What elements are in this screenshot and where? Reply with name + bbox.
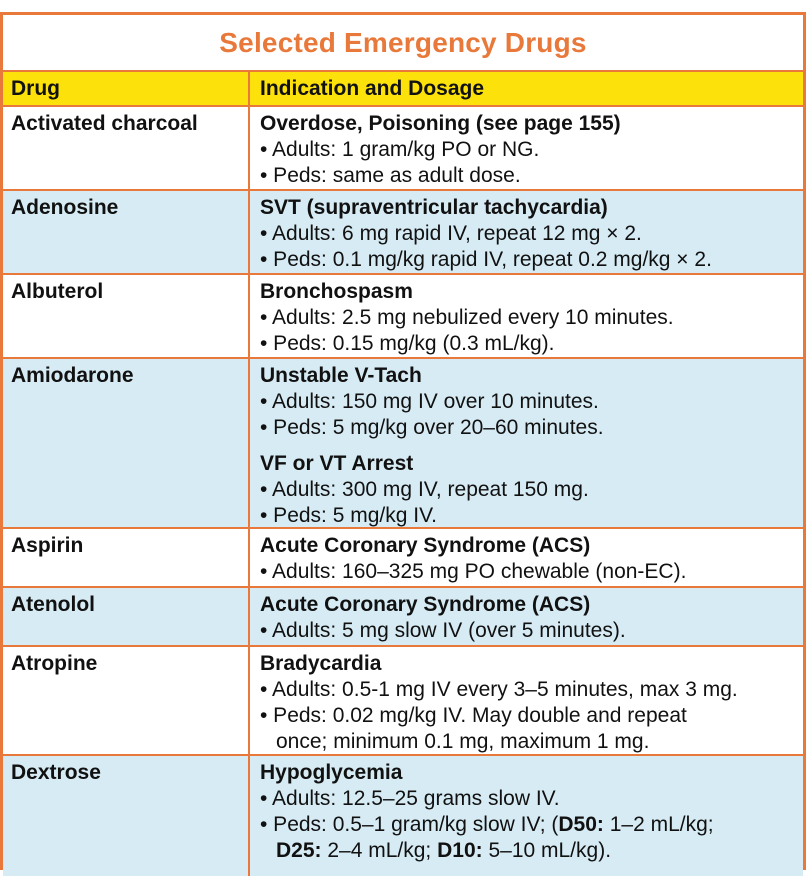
- indication-cell: [250, 191, 803, 273]
- drug-name: Activated charcoal: [3, 107, 250, 189]
- drug-name: Albuterol: [3, 275, 250, 357]
- table-row: [3, 529, 803, 588]
- dosage-line: • Adults: 160–325 mg PO chewable (non-EC).: [260, 560, 687, 583]
- drug-name: Dextrose: [3, 756, 250, 876]
- table-row: [3, 756, 803, 876]
- indication-name: Acute Coronary Syndrome (ACS): [260, 593, 591, 616]
- drug-name: Atenolol: [3, 588, 250, 645]
- drug-name: Adenosine: [3, 191, 250, 273]
- dosage-line: • Adults: 12.5–25 grams slow IV.: [260, 787, 560, 810]
- table-row: [3, 275, 803, 359]
- dosage-line: • Adults: 300 mg IV, repeat 150 mg.: [260, 478, 589, 501]
- dosage-text: 2–4 mL/kg;: [321, 839, 438, 862]
- dosage-line: • Peds: 0.1 mg/kg rapid IV, repeat 0.2 mg/kg × 2.: [260, 248, 712, 271]
- indication-name: Hypoglycemia: [260, 761, 403, 784]
- dosage-text: 1–2 mL/kg;: [603, 813, 714, 836]
- indication-cell: [250, 588, 803, 645]
- indication-name: Unstable V-Tach: [260, 364, 422, 387]
- drug-table-card: [0, 12, 806, 870]
- dosage-line: • Peds: 5 mg/kg IV.: [260, 504, 438, 527]
- indication-cell: [250, 756, 803, 876]
- dosage-line: • Peds: 0.02 mg/kg IV. May double and repeat: [260, 704, 687, 727]
- indication-name: Overdose, Poisoning (see page 155): [260, 112, 621, 135]
- table-row: [3, 588, 803, 647]
- table-row: [3, 647, 803, 756]
- indication-cell: [250, 107, 803, 189]
- drug-name: Atropine: [3, 647, 250, 754]
- indication-name: SVT (supraventricular tachycardia): [260, 196, 608, 219]
- indication-name: VF or VT Arrest: [260, 452, 414, 475]
- dosage-line: once; minimum 0.1 mg, maximum 1 mg.: [276, 730, 650, 753]
- d25-label: D25:: [276, 839, 322, 862]
- dosage-line: [260, 812, 793, 838]
- header-drug: Drug: [3, 72, 250, 105]
- dosage-line: • Adults: 6 mg rapid IV, repeat 12 mg × 2.: [260, 222, 642, 245]
- dosage-line: • Adults: 150 mg IV over 10 minutes.: [260, 390, 599, 413]
- table-header: [3, 70, 803, 107]
- dosage-line: • Adults: 1 gram/kg PO or NG.: [260, 138, 540, 161]
- indication-cell: [250, 359, 803, 527]
- table-row: [3, 191, 803, 275]
- indication-cell: [250, 647, 803, 754]
- dosage-line: • Peds: same as adult dose.: [260, 164, 521, 187]
- table-row: [3, 107, 803, 191]
- indication-name: Bronchospasm: [260, 280, 413, 303]
- dosage-line: • Peds: 0.15 mg/kg (0.3 mL/kg).: [260, 332, 555, 355]
- indication-name: Bradycardia: [260, 652, 382, 675]
- dosage-line: • Peds: 5 mg/kg over 20–60 minutes.: [260, 416, 604, 439]
- dosage-line: • Adults: 2.5 mg nebulized every 10 minutes.: [260, 306, 674, 329]
- table-row: [3, 359, 803, 529]
- dosage-line: [260, 838, 793, 864]
- dosage-text: 5–10 mL/kg).: [482, 839, 612, 862]
- dosage-line: • Adults: 5 mg slow IV (over 5 minutes).: [260, 619, 626, 642]
- indication-name: Acute Coronary Syndrome (ACS): [260, 534, 591, 557]
- drug-name: Amiodarone: [3, 359, 250, 527]
- d50-label: D50:: [558, 813, 604, 836]
- d10-label: D10:: [437, 839, 483, 862]
- indication-cell: [250, 275, 803, 357]
- header-indication: Indication and Dosage: [260, 77, 485, 100]
- table-title: Selected Emergency Drugs: [219, 26, 587, 58]
- dosage-text: • Peds: 0.5–1 gram/kg slow IV; (: [260, 813, 559, 836]
- indication-cell: [250, 529, 803, 586]
- dosage-line: • Adults: 0.5-1 mg IV every 3–5 minutes, max 3 mg.: [260, 678, 738, 701]
- drug-name: Aspirin: [3, 529, 250, 586]
